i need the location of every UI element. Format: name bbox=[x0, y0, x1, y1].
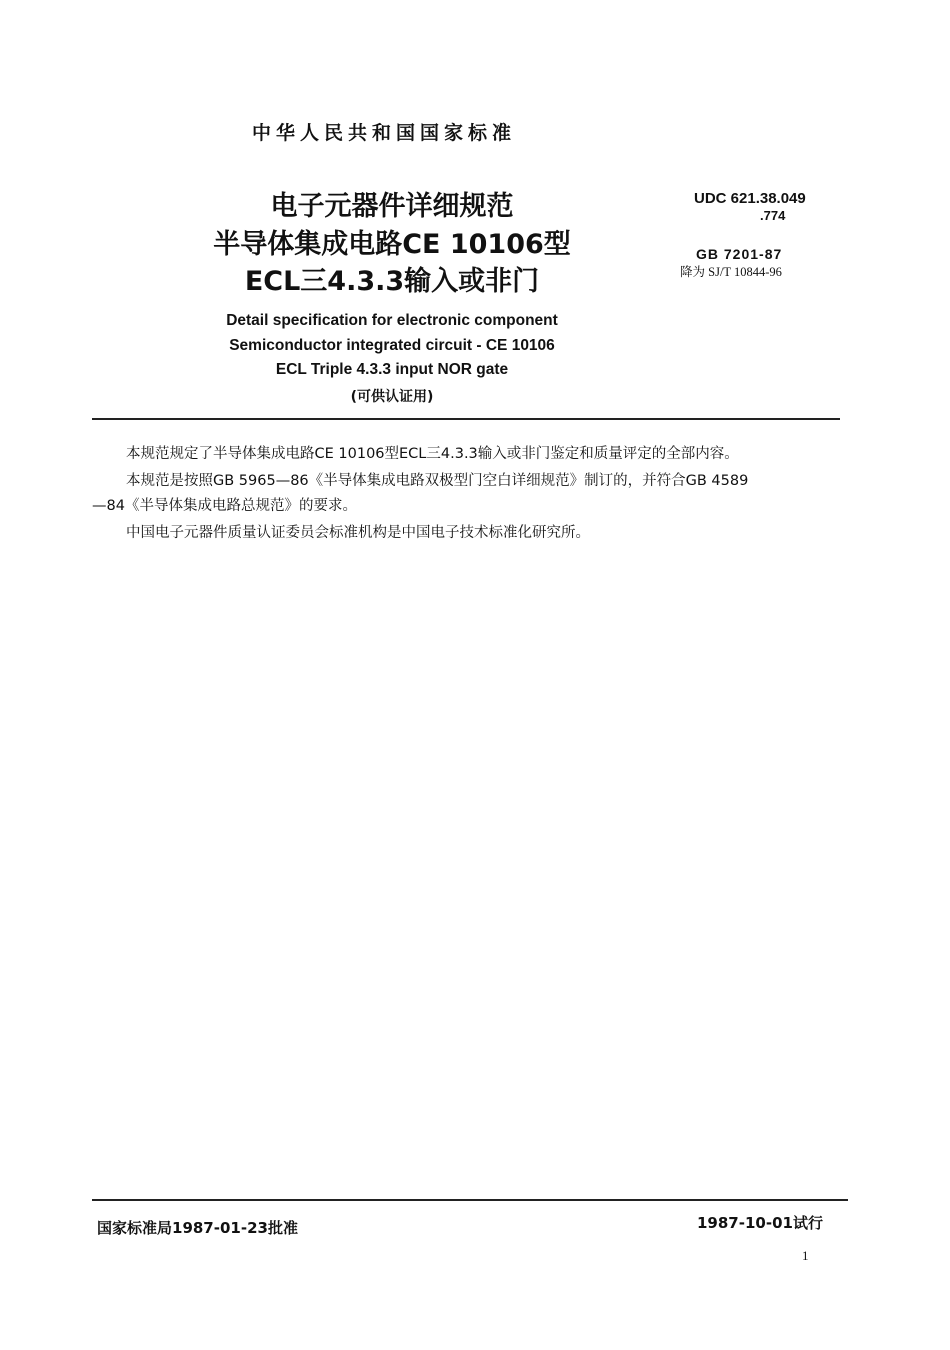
title-en-line2: Semiconductor integrated circuit - CE 10106 bbox=[229, 337, 555, 354]
gb-number: GB 7201-87 bbox=[696, 246, 783, 262]
page-number: 1 bbox=[802, 1248, 809, 1263]
udc-code-cont: .774 bbox=[760, 208, 786, 223]
body-paragraph-3: 中国电子元器件质量认证委员会标准机构是中国电子技术标准化研究所。 bbox=[126, 525, 590, 541]
standard-header: 中华人民共和国国家标准 bbox=[252, 122, 517, 144]
title-en-line1: Detail specification for electronic component bbox=[226, 312, 558, 329]
title-cn-line3: ECL三4.3.3输入或非门 bbox=[244, 266, 540, 297]
title-en-line3: ECL Triple 4.3.3 input NOR gate bbox=[275, 361, 509, 378]
replaced-by-note: 降为 SJ/T 10844-96 bbox=[680, 265, 782, 279]
body-paragraph-2: 本规范是按照GB 5965—86《半导体集成电路双极型门空白详细规范》制订的，并符合GB 4589 bbox=[126, 473, 749, 489]
title-cn-line1: 电子元器件详细规范 bbox=[270, 191, 514, 222]
body-paragraph-2-cont: —84《半导体集成电路总规范》的要求。 bbox=[92, 498, 357, 514]
body-paragraph-1: 本规范规定了半导体集成电路CE 10106型ECL三4.3.3输入或非门鉴定和质量评定的全部内容。 bbox=[126, 446, 739, 462]
certification-note: (可供认证用) bbox=[350, 389, 434, 405]
approval-date: 国家标准局1987-01-23批准 bbox=[97, 1219, 298, 1237]
title-cn-line2: 半导体集成电路CE 10106型 bbox=[213, 229, 571, 260]
top-divider bbox=[92, 418, 840, 420]
trial-date: 1987-10-01试行 bbox=[697, 1214, 823, 1232]
udc-code: UDC 621.38.049 bbox=[694, 190, 806, 207]
bottom-divider bbox=[92, 1199, 848, 1201]
